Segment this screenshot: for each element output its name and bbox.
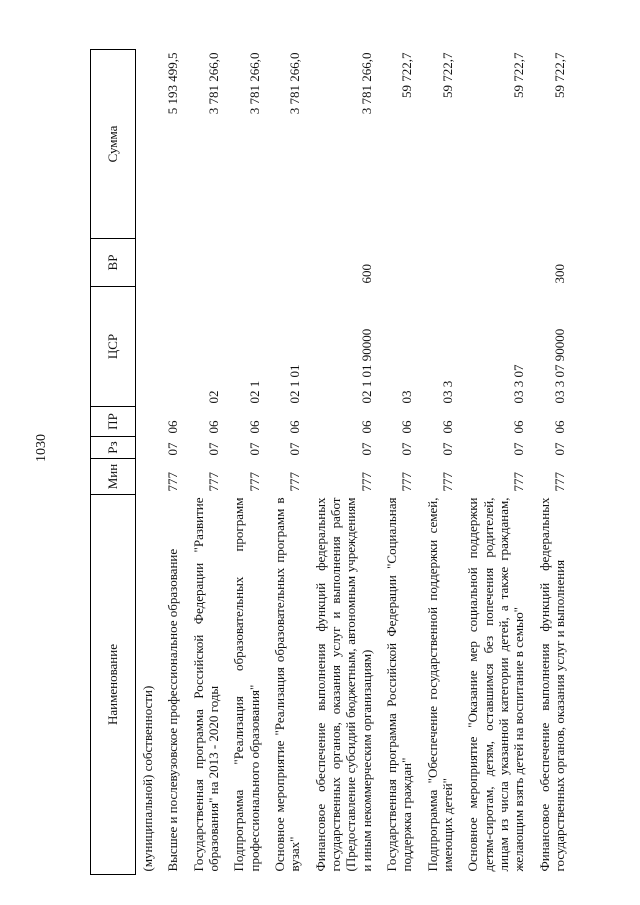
row-sum xyxy=(136,50,163,239)
header-rz: Рз xyxy=(91,437,136,459)
row-min: 777 xyxy=(287,472,303,492)
table-row xyxy=(269,50,310,875)
row-vr xyxy=(136,239,163,287)
row-csr: 03 3 07 xyxy=(511,364,527,404)
row-pr: 06 xyxy=(551,420,567,434)
row-name: Финансовое обеспечение выполнения функций федеральных государственных органов, оказания услуг и выполнения xyxy=(536,497,567,872)
row-sum: 3 781 266,0 xyxy=(287,52,303,115)
row-rz: 07 xyxy=(439,442,455,456)
row-pr: 06 xyxy=(205,420,221,434)
row-rz xyxy=(136,437,163,459)
row-sum: 59 722,7 xyxy=(551,52,567,98)
row-pr: 06 xyxy=(439,420,455,434)
row-sum: 3 781 266,0 xyxy=(205,52,221,115)
table-row xyxy=(162,50,187,875)
row-csr: 02 1 xyxy=(246,380,262,404)
row-csr: 02 1 01 90000 xyxy=(358,328,374,404)
row-vr xyxy=(381,239,422,287)
row-min xyxy=(136,459,163,495)
row-rz: 07 xyxy=(287,442,303,456)
table-row xyxy=(462,50,533,875)
row-pr: 06 xyxy=(511,420,527,434)
row-rz: 07 xyxy=(399,442,415,456)
row-sum: 3 781 266,0 xyxy=(358,52,374,115)
row-min: 777 xyxy=(246,472,262,492)
row-rz: 07 xyxy=(165,442,181,456)
row-name: Подпрограмма "Обеспечение государственной поддержки семей, имеющих детей" xyxy=(424,497,455,872)
table-row xyxy=(228,50,269,875)
row-min: 777 xyxy=(399,472,415,492)
row-vr xyxy=(422,239,463,287)
row-csr: 03 xyxy=(399,390,415,404)
row-csr: 02 1 01 xyxy=(287,364,303,404)
row-min: 777 xyxy=(439,472,455,492)
table-row xyxy=(136,50,163,875)
row-sum: 5 193 499,5 xyxy=(165,52,181,115)
header-min: Мин xyxy=(91,459,136,495)
row-pr: 06 xyxy=(358,420,374,434)
row-rz: 07 xyxy=(358,442,374,456)
row-name: Высшее и послевузовское профессиональное образование xyxy=(165,548,181,872)
row-csr xyxy=(162,287,187,407)
row-sum: 59 722,7 xyxy=(399,52,415,98)
header-name: Наименование xyxy=(91,495,136,875)
header-sum: Сумма xyxy=(91,50,136,239)
row-min: 777 xyxy=(205,472,221,492)
row-csr xyxy=(136,287,163,407)
row-pr: 06 xyxy=(399,420,415,434)
header-csr: ЦСР xyxy=(91,287,136,407)
row-csr: 02 xyxy=(205,390,221,404)
row-pr xyxy=(136,407,163,437)
row-pr: 06 xyxy=(246,420,262,434)
row-min: 777 xyxy=(165,472,181,492)
header-pr: ПР xyxy=(91,407,136,437)
row-vr xyxy=(188,239,229,287)
row-name: Государственная программа Российской Федерации "Развитие образования" на 2013 - 2020 годы xyxy=(190,497,221,872)
row-csr: 03 3 xyxy=(439,380,455,404)
row-vr xyxy=(269,239,310,287)
row-rz: 07 xyxy=(246,442,262,456)
row-name: Финансовое обеспечение выполнения функций федеральных государственных органов, оказания услуг и выполнения работ (Предоставление субсидий бюджетным, автономным учреждениям и иным некоммерческим организациям) xyxy=(312,497,374,872)
header-vr: ВР xyxy=(91,239,136,287)
row-rz: 07 xyxy=(551,442,567,456)
row-name: Основное мероприятие "Оказание мер социальной поддержки детям-сиротам, детям, оставшимся без попечения родителей, лицам из числа указанной категории детей, а также гражданам, желающим взять детей на воспитание в семью" xyxy=(465,497,527,872)
row-sum: 59 722,7 xyxy=(439,52,455,98)
table-header-row xyxy=(91,50,136,875)
row-vr xyxy=(228,239,269,287)
budget-table xyxy=(90,49,574,875)
row-rz: 07 xyxy=(205,442,221,456)
row-sum: 3 781 266,0 xyxy=(246,52,262,115)
row-name: Подпрограмма "Реализация образовательных программ профессионального образования" xyxy=(231,497,262,872)
table-row xyxy=(188,50,229,875)
row-min: 777 xyxy=(511,472,527,492)
row-pr: 06 xyxy=(165,420,181,434)
table-row xyxy=(310,50,381,875)
row-name: Основное мероприятие "Реализация образовательных программ в вузах" xyxy=(271,497,303,872)
row-min: 777 xyxy=(358,472,374,492)
row-rz: 07 xyxy=(511,442,527,456)
row-sum: 59 722,7 xyxy=(511,52,527,98)
table-row xyxy=(381,50,422,875)
row-name: (муниципальной) собственности) xyxy=(140,685,155,872)
row-pr: 06 xyxy=(287,420,303,434)
rotated-page xyxy=(90,50,625,875)
row-min: 777 xyxy=(551,472,567,492)
row-vr xyxy=(462,239,533,287)
page-number: 1030 xyxy=(34,434,49,462)
row-vr xyxy=(162,239,187,287)
row-csr: 03 3 07 90000 xyxy=(551,328,567,404)
row-vr: 600 xyxy=(358,264,374,284)
row-name: Государственная программа Российской Федерации "Социальная поддержка граждан" xyxy=(383,497,415,872)
table-row xyxy=(534,50,575,875)
row-vr: 300 xyxy=(551,264,567,284)
table-row xyxy=(422,50,463,875)
